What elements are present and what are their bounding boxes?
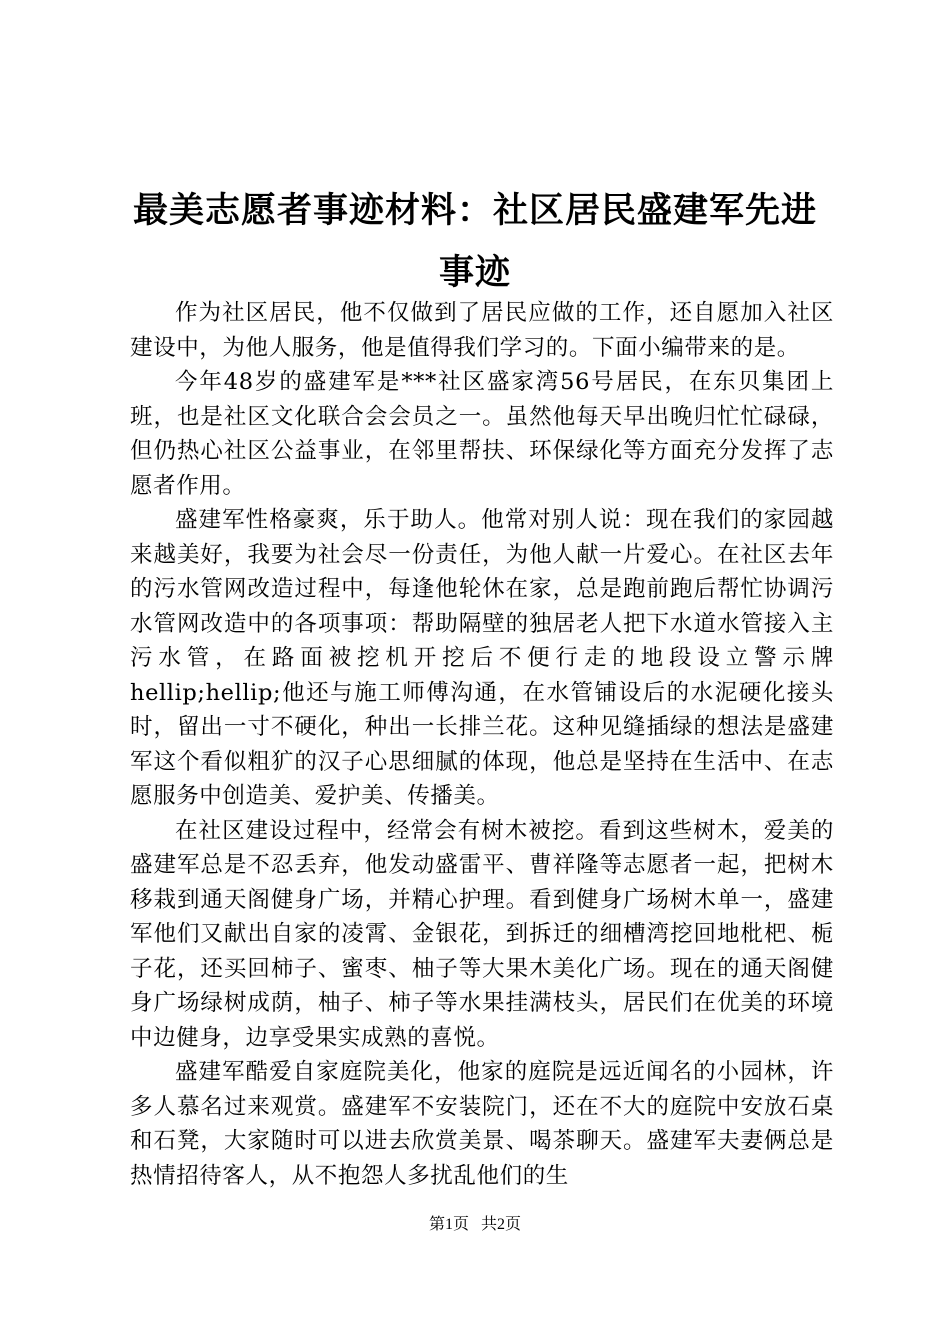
paragraph: 盛建军酷爱自家庭院美化，他家的庭院是远近闻名的小园林，许多人慕名过来观赏。盛建军不安装院门，还在不大的庭院中安放石桌和石凳，大家随时可以进去欣赏美景、喝茶聊天。盛建军夫妻俩总是热情招待客人，从不抱怨人多扰乱他们的生 bbox=[130, 1059, 834, 1189]
document-body bbox=[130, 296, 834, 1193]
page-footer bbox=[0, 1214, 950, 1236]
paragraph: 在社区建设过程中，经常会有树木被挖。看到这些树木，爱美的盛建军总是不忍丢弃，他发动盛雷平、曹祥隆等志愿者一起，把树木移栽到通天阁健身广场，并精心护理。看到健身广场树木单一，盛建军他们又献出自家的凌霄、金银花，到拆迁的细槽湾挖回地枇杷、栀子花，还买回柿子、蜜枣、柚子等大果木美化广场。现在的通天阁健身广场绿树成荫，柚子、柿子等水果挂满枝头，居民们在优美的环境中边健身，边享受果实成熟的喜悦。 bbox=[130, 817, 834, 1051]
page-total: 共2页 bbox=[481, 1216, 522, 1233]
document-title: 最美志愿者事迹材料：社区居民盛建军先进事迹 bbox=[132, 190, 817, 293]
page-number: 第1页 bbox=[428, 1216, 469, 1233]
paragraph: 盛建军性格豪爽，乐于助人。他常对别人说：现在我们的家园越来越美好，我要为社会尽一份责任，为他人献一片爱心。在社区去年的污水管网改造过程中，每逢他轮休在家，总是跑前跑后帮忙协调污水管网改造中的各项事项：帮助隔壁的独居老人把下水道水管接入主污水管，在路面被挖机开挖后不便行走的地段设立警示牌hellip;hellip;他还与施工师傅沟通，在水管铺设后的水泥硬化接头时，留出一寸不硬化，种出一长排兰花。这种见缝插绿的想法是盛建军这个看似粗犷的汉子心思细腻的体现，他总是坚持在生活中、在志愿服务中创造美、爱护美、传播美。 bbox=[130, 507, 834, 809]
paragraph: 今年48岁的盛建军是***社区盛家湾56号居民，在东贝集团上班，也是社区文化联合会会员之一。虽然他每天早出晚归忙忙碌碌，但仍热心社区公益事业，在邻里帮扶、环保绿化等方面充分发挥了志愿者作用。 bbox=[130, 369, 834, 499]
paragraph: 作为社区居民，他不仅做到了居民应做的工作，还自愿加入社区建设中，为他人服务，他是值得我们学习的。下面小编带来的是。 bbox=[130, 300, 834, 361]
